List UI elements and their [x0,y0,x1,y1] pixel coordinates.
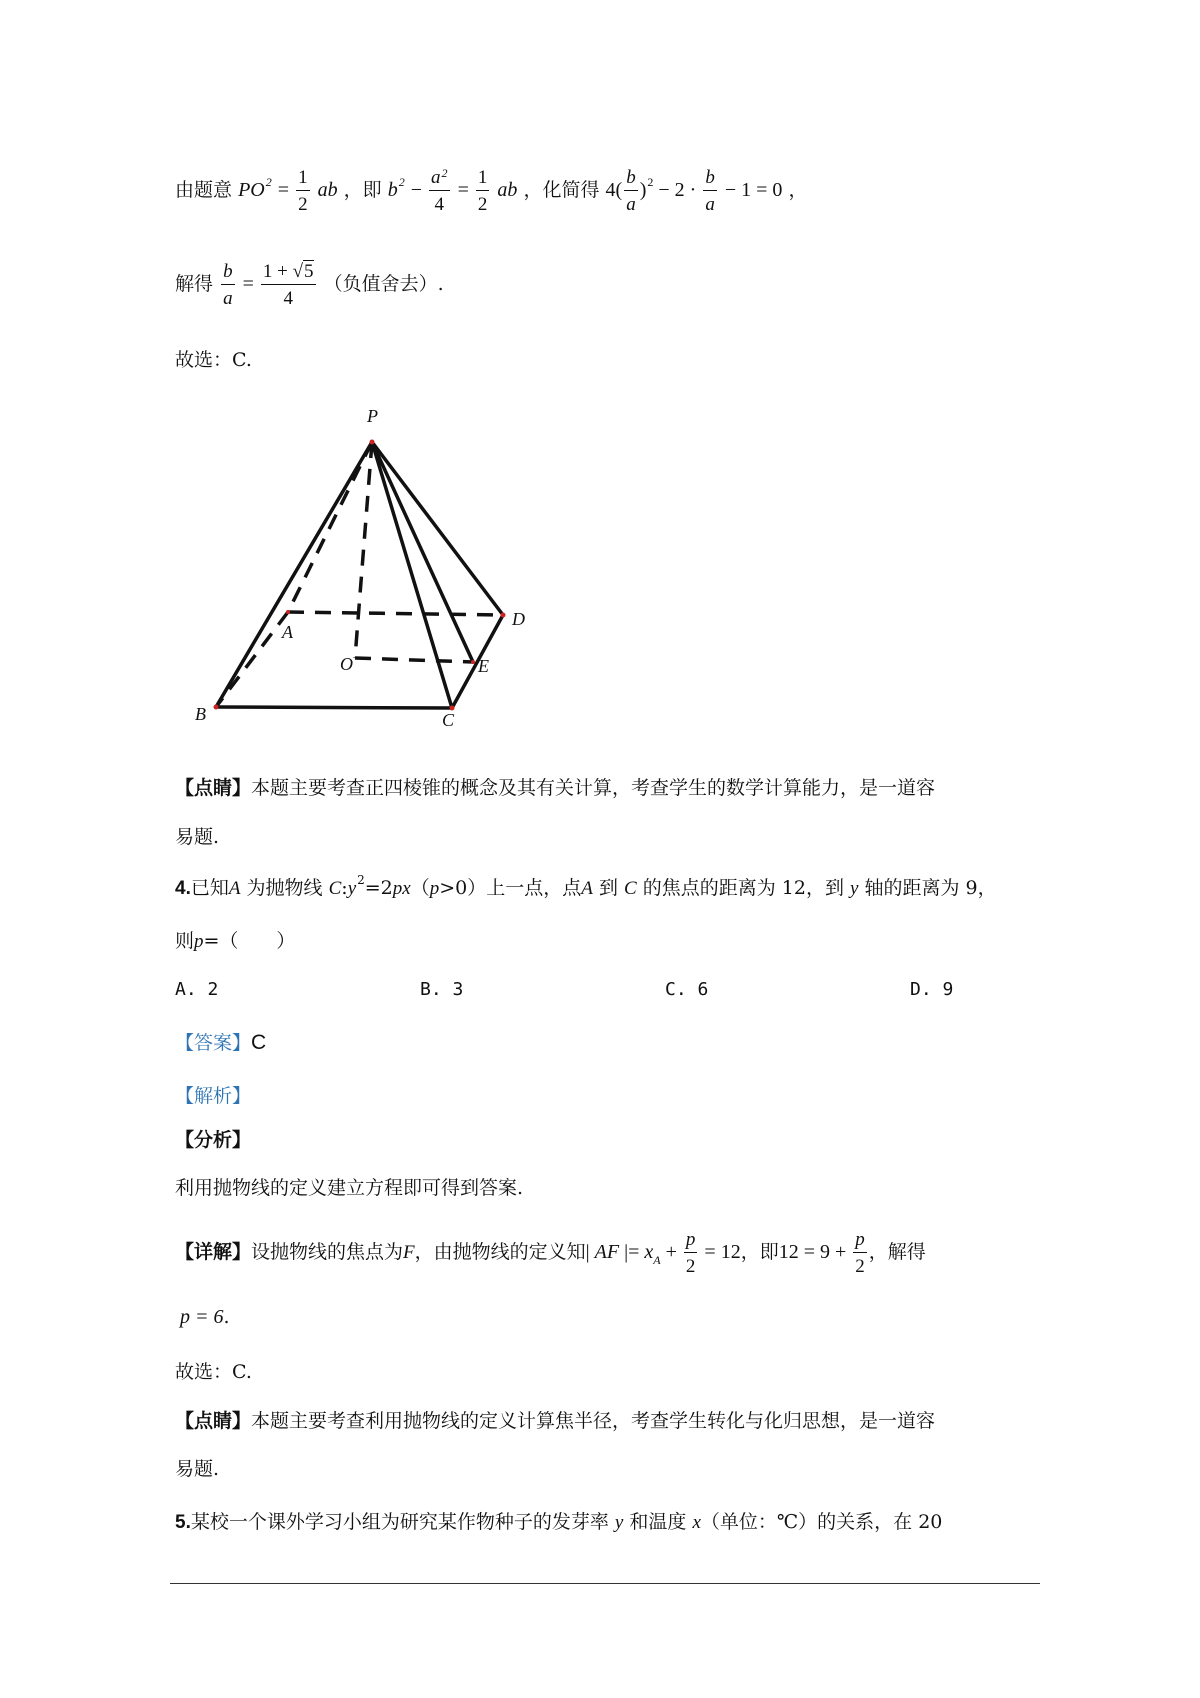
edge-oe [355,658,473,662]
frac-b-a-3: $\frac{b}{a}$ [223,261,233,309]
detail-line-2 [180,1307,230,1327]
choice-line-4: 故选：C. [175,1361,252,1383]
var: px [392,878,411,899]
text: （单位：℃）的关系，在 20 [700,1511,943,1533]
frac-1-2b: $\frac{1}{2}$ [477,167,488,215]
text: ，由抛物线的定义知 [414,1241,586,1263]
frac-a2-4: $\frac{a^2}{4}$ [431,166,448,215]
var: p [194,931,204,952]
point-e [471,660,475,664]
frac-p-2b: $\frac{p}{2}$ [855,1229,865,1277]
label-a: A [282,622,293,642]
text: ，化简得 [523,179,600,201]
text: 上一点，点 [486,877,582,899]
text: ，即 [343,179,382,201]
text: （ [410,877,430,899]
solution-line-2: 解得 $\frac{b}{a}$ = $\frac{1 + √5}{4}$ （负值舍去）. [175,261,444,309]
question-5-line-1 [175,1513,942,1532]
answer-value: C [251,1031,267,1054]
text: 的焦点的距离为 12，到 [642,877,844,899]
text: 轴的距离为 9， [864,877,997,899]
detail-tag: 【详解】 [175,1241,252,1263]
text: ， [788,179,808,201]
label-p: P [367,406,378,426]
math-b2: $b^2$ [387,175,405,201]
superscript: 2 [357,873,365,887]
question-number: 5. [175,1512,191,1533]
point-d [501,613,506,618]
edge-bc [216,707,452,708]
text: ，解得 [868,1241,926,1263]
choice-line-3: 故选：C. [175,349,252,371]
text: =2 [364,877,393,899]
answer-line [175,1032,266,1053]
result: p = 6 [180,1306,224,1328]
comment-tag: 【点睛】 [175,1410,252,1432]
frac-p-2: $\frac{p}{2}$ [685,1229,696,1277]
edge-pe [372,442,473,662]
edge-pc [372,442,452,708]
frac-1-2: $\frac{1}{2}$ [298,167,308,215]
option-b[interactable]: B. 3 [420,979,464,1000]
detail-line-1: 【详解】设抛物线的焦点为F，由抛物线的定义知| AF |= $x_A$ + $\frac{p}{2}$ = 12，即12 = 9 + $\frac{p}{2}$ ，解得 [175,1229,926,1277]
text: 某校一个课外学习小组为研究某作物种子的发芽率 [190,1511,609,1533]
text: ） [467,877,487,899]
text: >0 [439,877,468,899]
label-c: C [442,710,455,730]
pyramid-figure [190,400,550,730]
text: 则 [175,930,195,952]
edge-ad [288,612,503,615]
var: C [624,878,637,899]
text: ，即 [740,1241,779,1263]
text: 设抛物线的焦点为 [251,1241,404,1263]
text: . [223,1306,230,1328]
fenxi-text: 利用抛物线的定义建立方程即可得到答案. [175,1177,524,1199]
text: 到 [598,877,618,899]
point-p [370,440,375,445]
math-po2: $PO^2$ [238,175,272,201]
footer-rule [170,1583,1040,1584]
text: 和温度 [629,1511,687,1533]
question-4-line-1 [175,873,997,899]
text: 本题主要考查利用抛物线的定义计算焦半径，考查学生转化与化归思想，是一道容 [251,1410,936,1432]
comment-3-line-2: 易题. [175,826,220,848]
text: 本题主要考查正四棱锥的概念及其有关计算，考查学生的数学计算能力，是一道容 [251,777,936,799]
frac-b-a-2: $\frac{b}{a}$ [705,167,715,215]
var: x [692,1512,701,1533]
label-e: E [478,656,489,676]
question-number: 4. [175,878,191,899]
var: y [347,878,357,899]
var: p [429,878,440,899]
text: 解得 [175,273,214,295]
comment-4-line-2: 易题. [175,1458,220,1480]
option-c[interactable]: C. 6 [665,979,709,1000]
frac-result: $\frac{1 + √5}{4}$ [262,261,314,309]
point-a [286,610,290,614]
edge-ab [216,612,288,707]
comment-4-line-1 [175,1412,935,1431]
text: : [341,877,348,899]
text: 由题意 [175,179,233,201]
fenxi-tag: 【分析】 [175,1129,252,1151]
var: y [614,1512,624,1533]
solution-line-1: 由题意 $PO^2$ = $\frac{1}{2}$ ab ，即 $b^2$ − $\frac{a^2}{4}$ = $\frac{1}{2}$ ab ，化简得 4( $\frac{b}{a}$ )$^2$ − 2 · $\frac{b}{a}$ − 1 = 0 ， [175,166,808,215]
var: F [403,1242,415,1263]
var: C [328,878,342,899]
frac-b-a: $\frac{b}{a}$ [626,167,636,215]
label-o: O [340,654,353,674]
text: 为抛物线 [246,877,323,899]
edge-pd [372,442,503,615]
label-b: B [195,704,206,724]
question-4-line-2 [175,932,295,951]
point-b [214,705,219,710]
answer-tag: 【答案】 [175,1032,252,1054]
comment-3-line-1 [175,779,935,798]
option-a[interactable]: A. 2 [175,979,219,1000]
text: （负值舍去）. [323,273,444,295]
var: A [581,878,593,899]
var: y [850,878,859,899]
comment-tag: 【点睛】 [175,777,252,799]
text: =（ ） [203,930,296,952]
var: A [228,878,241,899]
text: 已知 [190,877,229,899]
label-d: D [512,609,525,629]
option-d[interactable]: D. 9 [910,979,954,1000]
analysis-tag: 【解析】 [175,1085,252,1107]
